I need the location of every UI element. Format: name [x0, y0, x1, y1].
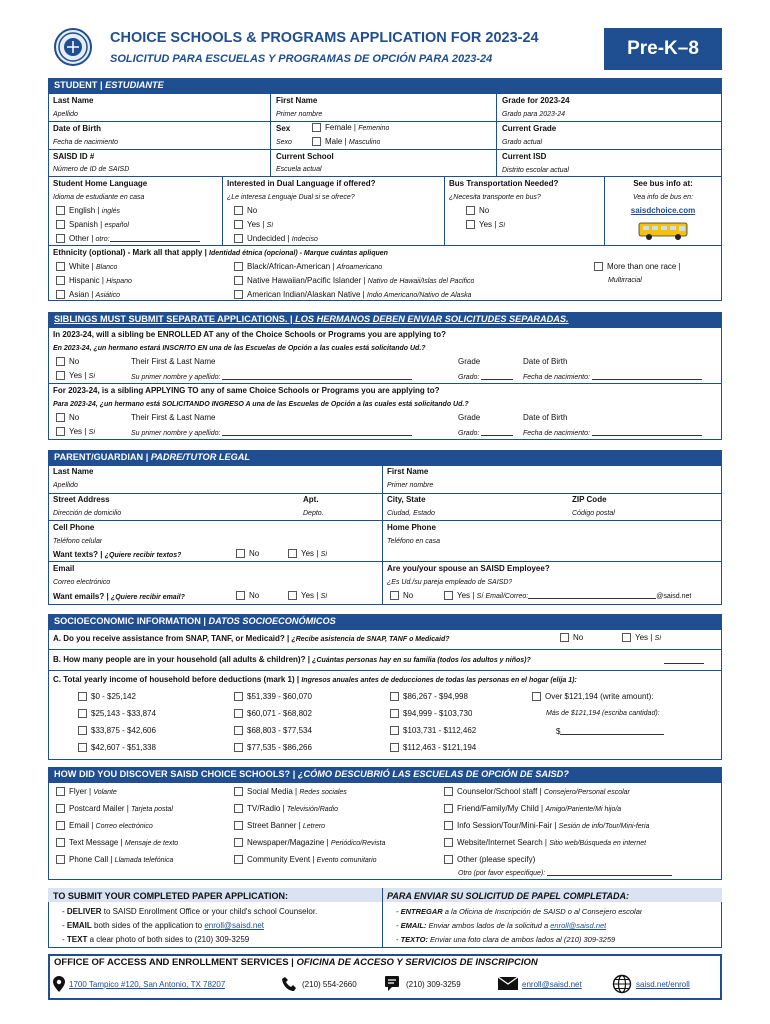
sibling-applying-question-es: Para 2023-24, ¿un hermano está SOLICITANDO INGRESO A una de las Escuelas de Opción a las cuales está solicitando Ud.? — [53, 401, 469, 408]
street-label-es: Dirección de domicilio — [53, 510, 122, 517]
dual-language-label: Interested in Dual Language if offered? — [227, 179, 376, 188]
bus-info-label-es: Vea info de bus en: — [632, 194, 694, 201]
discover-banner[interactable]: Street Banner | Letrero — [234, 821, 325, 832]
other-language-input[interactable] — [110, 234, 200, 242]
parent-section — [48, 465, 722, 605]
discover-checkbox[interactable] — [56, 838, 65, 847]
office-phone[interactable]: (210) 554-2660 — [302, 980, 357, 989]
sibling-grade-field[interactable]: Grado: — [458, 372, 513, 383]
female-checkbox[interactable] — [312, 123, 321, 132]
bus-info-link[interactable]: saisdchoice.com — [630, 206, 696, 215]
ethnicity-label: Ethnicity (optional) - Mark all that apply | Identidad étnica (opcional) - Marque cuántas apliquen — [53, 248, 388, 257]
income-option-3[interactable]: $33,875 - $42,606 — [78, 726, 156, 736]
black-checkbox[interactable] — [234, 262, 243, 271]
phone-icon — [282, 976, 298, 994]
sibling-enrolled-question: In 2023-24, will a sibling be ENROLLED AT any of the Choice Schools or Programs you are applying to? — [53, 330, 446, 339]
emails-yes-option[interactable]: Yes | Sí — [288, 591, 327, 602]
page-subtitle: SOLICITUD PARA ESCUELAS Y PROGRAMAS DE OPCIÓN PARA 2023-24 — [110, 53, 493, 65]
street-label: Street Address — [53, 495, 110, 504]
discover-tv[interactable]: TV/Radio | Televisión/Radio — [234, 804, 338, 815]
income-option-6[interactable]: $60,071 - $68,802 — [234, 709, 312, 719]
income-checkbox[interactable] — [390, 726, 399, 735]
discover-checkbox[interactable] — [56, 804, 65, 813]
income-question: C. Total yearly income of household before deductions (mark 1) | Ingresos anuales antes de deducciones de todas las personas en el hogar (elija 1): — [53, 675, 577, 684]
texts-no-option[interactable]: No — [236, 549, 259, 559]
saisd-id-label: SAISD ID # — [53, 152, 95, 161]
dual-undecided-option[interactable]: Undecided | Indeciso — [234, 234, 318, 245]
income-over-label-es: Más de $121,194 (escriba cantidad): — [546, 710, 660, 717]
spanish-checkbox[interactable] — [56, 220, 65, 229]
discover-checkbox[interactable] — [234, 804, 243, 813]
discover-website[interactable]: Website/Internet Search | Sitio web/Búsqueda en internet — [444, 838, 646, 849]
spanish-option[interactable]: Spanish | español — [56, 220, 129, 231]
parent-last-name-label-es: Apellido — [53, 482, 78, 489]
bus-yes-option[interactable]: Yes | Sí — [466, 220, 505, 231]
employee-email-input[interactable] — [528, 591, 656, 599]
discover-text[interactable]: Text Message | Mensaje de texto — [56, 838, 178, 849]
sibling2-dob-field[interactable]: Fecha de nacimiento: — [523, 428, 702, 439]
discover-checkbox[interactable] — [444, 804, 453, 813]
texts-yes-option[interactable]: Yes | Sí — [288, 549, 327, 560]
discover-info-session[interactable]: Info Session/Tour/Mini-Fair | Sesión de info/Tour/Mini-feria — [444, 821, 649, 832]
income-checkbox[interactable] — [78, 743, 87, 752]
sibling2-dob-label: Date of Birth — [523, 413, 568, 422]
zip-label: ZIP Code — [572, 495, 607, 504]
discover-counselor[interactable]: Counselor/School staff | Consejero/Personal escolar — [444, 787, 630, 798]
income-checkbox[interactable] — [78, 692, 87, 701]
apt-label: Apt. — [303, 495, 319, 504]
submit-text: - TEXT a clear photo of both sides to (210) 309-3259 — [62, 935, 250, 944]
sibling-applying-no-checkbox[interactable] — [56, 413, 65, 422]
american-indian-checkbox[interactable] — [234, 290, 243, 299]
city-label: City, State — [387, 495, 426, 504]
income-option-5[interactable]: $51,339 - $60,070 — [234, 692, 312, 702]
other-language-option[interactable]: Other | otro: — [56, 234, 200, 245]
cell-phone-label: Cell Phone — [53, 523, 95, 532]
home-phone-label-es: Teléfono en casa — [387, 538, 441, 545]
last-name-label: Last Name — [53, 96, 94, 105]
sibling-enrolled-yes-checkbox[interactable] — [56, 371, 65, 380]
multi-race-option[interactable]: More than one race | — [594, 262, 681, 272]
income-checkbox[interactable] — [390, 709, 399, 718]
income-checkbox[interactable] — [390, 743, 399, 752]
employee-no-option[interactable]: No — [390, 591, 413, 601]
home-phone-label: Home Phone — [387, 523, 436, 532]
district-seal — [54, 28, 92, 66]
sibling-name-field[interactable]: Su primer nombre y apellido: — [131, 372, 412, 383]
submit-email-es: - EMAIL: Enviar ambos lados de la solicitud a enroll@saisd.net — [396, 921, 607, 930]
office-heading: OFFICE OF ACCESS AND ENROLLMENT SERVICES | OFICINA DE ACCESO Y SERVICIOS DE INSCRIPCIÓN — [54, 958, 538, 968]
income-option-12[interactable]: $112,463 - $121,194 — [390, 743, 476, 753]
sibling-applying-yes-checkbox[interactable] — [56, 427, 65, 436]
home-language-label: Student Home Language — [53, 179, 148, 188]
english-option[interactable]: English | inglés — [56, 206, 120, 217]
bus-label-es: ¿Necesita transporte en bus? — [449, 194, 541, 201]
parent-first-name-label-es: Primer nombre — [387, 482, 434, 489]
discover-postcard[interactable]: Postcard Mailer | Tarjeta postal — [56, 804, 173, 815]
sibling-enrolled-yes[interactable]: Yes | Sí — [56, 371, 95, 382]
hawaiian-checkbox[interactable] — [234, 276, 243, 285]
texts-no-checkbox[interactable] — [236, 549, 245, 558]
current-isd-label: Current ISD — [502, 152, 547, 161]
current-grade-label-es: Grado actual — [502, 139, 543, 146]
apt-label-es: Depto. — [303, 510, 324, 517]
household-count-input[interactable] — [664, 656, 704, 664]
snap-no-checkbox[interactable] — [560, 633, 569, 642]
income-checkbox[interactable] — [234, 709, 243, 718]
bus-label: Bus Transportation Needed? — [449, 179, 559, 188]
emails-no-option[interactable]: No — [236, 591, 259, 601]
snap-no-option[interactable]: No — [560, 633, 583, 643]
location-pin-icon — [53, 976, 65, 994]
dual-undecided-checkbox[interactable] — [234, 234, 243, 243]
discover-checkbox[interactable] — [444, 821, 453, 830]
female-option[interactable]: Female | Femenino — [312, 123, 389, 134]
asian-option[interactable]: Asian | Asiático — [56, 290, 120, 301]
sibling-applying-no[interactable]: No — [56, 413, 79, 423]
dual-no-option[interactable]: No — [234, 206, 257, 216]
grade-label-es: Grado para 2023-24 — [502, 111, 566, 118]
office-email-link[interactable]: enroll@saisd.net — [522, 980, 582, 989]
dob-label-es: Fecha de nacimiento — [53, 139, 118, 146]
emails-yes-checkbox[interactable] — [288, 591, 297, 600]
socio-section-header: SOCIOECONOMIC INFORMATION | DATOS SOCIOECONÓMICOS — [48, 614, 722, 629]
income-checkbox[interactable] — [78, 726, 87, 735]
zip-label-es: Código postal — [572, 510, 615, 517]
submit-deliver-es: - ENTREGAR a la Oficina de Inscripción de SAISD o al Consejero escolar — [396, 907, 643, 916]
email-label-es: Correo electrónico — [53, 579, 111, 586]
income-over-option[interactable]: Over $121,194 (write amount): — [532, 692, 654, 702]
american-indian-option[interactable]: American Indian/Alaskan Native | Indio Americano/Nativo de Alaska — [234, 290, 471, 301]
hawaiian-option[interactable]: Native Hawaiian/Pacific Islander | Nativo de Hawaii/Islas del Pacifico — [234, 276, 474, 287]
income-over-checkbox[interactable] — [532, 692, 541, 701]
first-name-label: First Name — [276, 96, 318, 105]
discover-other-field[interactable]: Otro (por favor especifique): — [458, 868, 672, 879]
current-school-label-es: Escuela actual — [276, 166, 322, 173]
discover-social[interactable]: Social Media | Redes sociales — [234, 787, 347, 798]
city-label-es: Ciudad, Estado — [387, 510, 435, 517]
discover-checkbox[interactable] — [444, 855, 453, 864]
bus-yes-checkbox[interactable] — [466, 220, 475, 229]
black-option[interactable]: Black/African-American | Afroamericano — [234, 262, 382, 273]
submit-heading-es: PARA ENVIAR SU SOLICITUD DE PAPEL COMPLETADA: — [387, 891, 630, 901]
hispanic-checkbox[interactable] — [56, 276, 65, 285]
discover-flyer[interactable]: Flyer | Volante — [56, 787, 117, 798]
office-web-link[interactable]: saisd.net/enroll — [636, 980, 690, 989]
other-language-checkbox[interactable] — [56, 234, 65, 243]
snap-yes-checkbox[interactable] — [622, 633, 631, 642]
income-option-2[interactable]: $25,143 - $33,874 — [78, 709, 156, 719]
globe-icon — [612, 974, 632, 996]
grade-badge: Pre-K–8 — [604, 28, 722, 70]
last-name-label-es: Apellido — [53, 111, 78, 118]
sex-label-es: Sexo — [276, 139, 292, 146]
hispanic-option[interactable]: Hispanic | Hispano — [56, 276, 132, 287]
sibling2-grade-label: Grade — [458, 413, 481, 422]
household-question: B. How many people are in your household (all adults & children)? | ¿Cuántas personas hay en su familia (todos los adultos y niños)? — [53, 655, 531, 664]
income-option-11[interactable]: $103,731 - $112,462 — [390, 726, 476, 736]
submit-email-link-es[interactable]: enroll@saisd.net — [550, 921, 607, 930]
income-checkbox[interactable] — [234, 726, 243, 735]
sibling-name-label: Their First & Last Name — [131, 357, 216, 366]
current-school-label: Current School — [276, 152, 334, 161]
income-checkbox[interactable] — [234, 692, 243, 701]
cell-phone-label-es: Teléfono celular — [53, 538, 103, 545]
discover-event[interactable]: Community Event | Evento comunitario — [234, 855, 377, 866]
male-option[interactable]: Male | Masculino — [312, 137, 380, 148]
dual-yes-option[interactable]: Yes | Sí — [234, 220, 273, 231]
submit-deliver: - DELIVER to SAISD Enrollment Office or your child's school Counselor. — [62, 907, 318, 916]
sibling-enrolled-no-checkbox[interactable] — [56, 357, 65, 366]
male-checkbox[interactable] — [312, 137, 321, 146]
discover-checkbox[interactable] — [56, 855, 65, 864]
discover-checkbox[interactable] — [234, 838, 243, 847]
discover-checkbox[interactable] — [234, 855, 243, 864]
white-option[interactable]: White | Blanco — [56, 262, 117, 273]
discover-checkbox[interactable] — [444, 787, 453, 796]
income-option-7[interactable]: $68,803 - $77,534 — [234, 726, 312, 736]
sex-label: Sex — [276, 124, 291, 133]
discover-newspaper[interactable]: Newspaper/Magazine | Periódico/Revista — [234, 838, 385, 849]
email-icon — [498, 977, 518, 992]
income-option-10[interactable]: $94,999 - $103,730 — [390, 709, 472, 719]
first-name-label-es: Primer nombre — [276, 111, 323, 118]
discover-checkbox[interactable] — [56, 821, 65, 830]
discover-section-header: HOW DID YOU DISCOVER SAISD CHOICE SCHOOLS? | ¿CÓMO DESCUBRIÓ LAS ESCUELAS DE OPCIÓN DE SAISD? — [48, 767, 722, 782]
english-checkbox[interactable] — [56, 206, 65, 215]
multi-race-checkbox[interactable] — [594, 262, 603, 271]
current-grade-label: Current Grade — [502, 124, 557, 133]
discover-checkbox[interactable] — [56, 787, 65, 796]
income-option-8[interactable]: $77,535 - $86,266 — [234, 743, 312, 753]
dual-yes-checkbox[interactable] — [234, 220, 243, 229]
grade-label: Grade for 2023-24 — [502, 96, 570, 105]
school-bus-icon — [638, 221, 690, 243]
income-over-amount[interactable]: $ — [556, 727, 664, 737]
texts-yes-checkbox[interactable] — [288, 549, 297, 558]
sibling-enrolled-no[interactable]: No — [56, 357, 79, 367]
discover-email[interactable]: Email | Correo electrónico — [56, 821, 153, 832]
page-title: CHOICE SCHOOLS & PROGRAMS APPLICATION FOR 2023-24 — [110, 30, 539, 46]
employee-yes-checkbox[interactable] — [444, 591, 453, 600]
income-checkbox[interactable] — [234, 743, 243, 752]
income-option-9[interactable]: $86,267 - $94,998 — [390, 692, 468, 702]
employee-question: Are you/your spouse an SAISD Employee? — [387, 564, 550, 573]
employee-yes-option[interactable]: Yes | Sí Email/Correo: @saisd.net — [444, 591, 691, 602]
parent-section-header: PARENT/GUARDIAN | PADRE/TUTOR LEGAL — [48, 450, 722, 465]
submit-text-es: - TEXTO: Enviar una foto clara de ambos lados al (210) 309-3259 — [396, 935, 616, 944]
email-label: Email — [53, 564, 75, 573]
snap-yes-option[interactable]: Yes | Sí — [622, 633, 661, 644]
home-language-label-es: Idioma de estudiante en casa — [53, 194, 145, 201]
discover-checkbox[interactable] — [234, 787, 243, 796]
sibling-enrolled-question-es: En 2023-24, ¿un hermano estará INSCRITO EN una de las Escuelas de Opción a las cuales está solicitando Ud.? — [53, 345, 426, 352]
sibling2-name-label: Their First & Last Name — [131, 413, 216, 422]
sibling-grade-label: Grade — [458, 357, 481, 366]
office-text-number[interactable]: (210) 309-3259 — [406, 980, 461, 989]
saisd-id-label-es: Número de ID de SAISD — [53, 166, 130, 173]
sibling-applying-yes[interactable]: Yes | Sí — [56, 427, 95, 438]
parent-last-name-label: Last Name — [53, 467, 94, 476]
income-checkbox[interactable] — [78, 709, 87, 718]
emails-question: Want emails? | ¿Quiere recibir email? — [53, 592, 185, 601]
sibling2-grade-field[interactable]: Grado: — [458, 428, 513, 439]
current-isd-label-es: Distrito escolar actual — [502, 167, 569, 174]
sibling-dob-label: Date of Birth — [523, 357, 568, 366]
discover-phone[interactable]: Phone Call | Llamada telefónica — [56, 855, 173, 866]
white-checkbox[interactable] — [56, 262, 65, 271]
parent-first-name-label: First Name — [387, 467, 429, 476]
bus-no-checkbox[interactable] — [466, 206, 475, 215]
dual-language-label-es: ¿Le interesa Lenguaje Dual si se ofrece? — [227, 194, 355, 201]
sibling2-name-field[interactable]: Su primer nombre y apellido: — [131, 428, 412, 439]
office-address-link[interactable]: 1700 Tampico #120, San Antonio, TX 78207 — [69, 980, 226, 989]
bus-info-label: See bus info at: — [633, 179, 693, 188]
income-option-4[interactable]: $42,607 - $51,338 — [78, 743, 156, 753]
discover-friend[interactable]: Friend/Family/My Child | Amigo/Pariente/Mi hijo/a — [444, 804, 621, 815]
submit-email-link[interactable]: enroll@saisd.net — [204, 921, 265, 930]
siblings-section-header: SIBLINGS MUST SUBMIT SEPARATE APPLICATIONS. | LOS HERMANOS DEBEN ENVIAR SOLICITUDES SEPARADAS. — [48, 312, 722, 327]
texts-question: Want texts? | ¿Quiere recibir textos? — [53, 550, 182, 559]
submit-heading: TO SUBMIT YOUR COMPLETED PAPER APPLICATION: — [53, 891, 289, 901]
income-checkbox[interactable] — [390, 692, 399, 701]
employee-question-es: ¿Es Ud./su pareja empleado de SAISD? — [387, 579, 513, 586]
income-option-1[interactable]: $0 - $25,142 — [78, 692, 136, 702]
dob-label: Date of Birth — [53, 124, 101, 133]
employee-no-checkbox[interactable] — [390, 591, 399, 600]
snap-question: A. Do you receive assistance from SNAP, TANF, or Medicaid? | ¿Recibe asistencia de SNAP, TANF o Medicaid? — [53, 634, 450, 643]
multi-race-label-es: Multirracial — [608, 277, 642, 284]
discover-other[interactable]: Other (please specify) — [444, 855, 535, 865]
sibling-applying-question: For 2023-24, is a sibling APPLYING TO any of same Choice Schools or Programs you are applying to? — [53, 386, 440, 395]
student-section-header: STUDENT | ESTUDIANTE — [48, 78, 722, 93]
discover-checkbox[interactable] — [444, 838, 453, 847]
dual-no-checkbox[interactable] — [234, 206, 243, 215]
sibling-dob-field[interactable]: Fecha de nacimiento: — [523, 372, 702, 383]
bus-no-option[interactable]: No — [466, 206, 489, 216]
submit-email: - EMAIL both sides of the application to enroll@saisd.net — [62, 921, 265, 930]
asian-checkbox[interactable] — [56, 290, 65, 299]
discover-checkbox[interactable] — [234, 821, 243, 830]
text-message-icon — [384, 975, 400, 994]
emails-no-checkbox[interactable] — [236, 591, 245, 600]
